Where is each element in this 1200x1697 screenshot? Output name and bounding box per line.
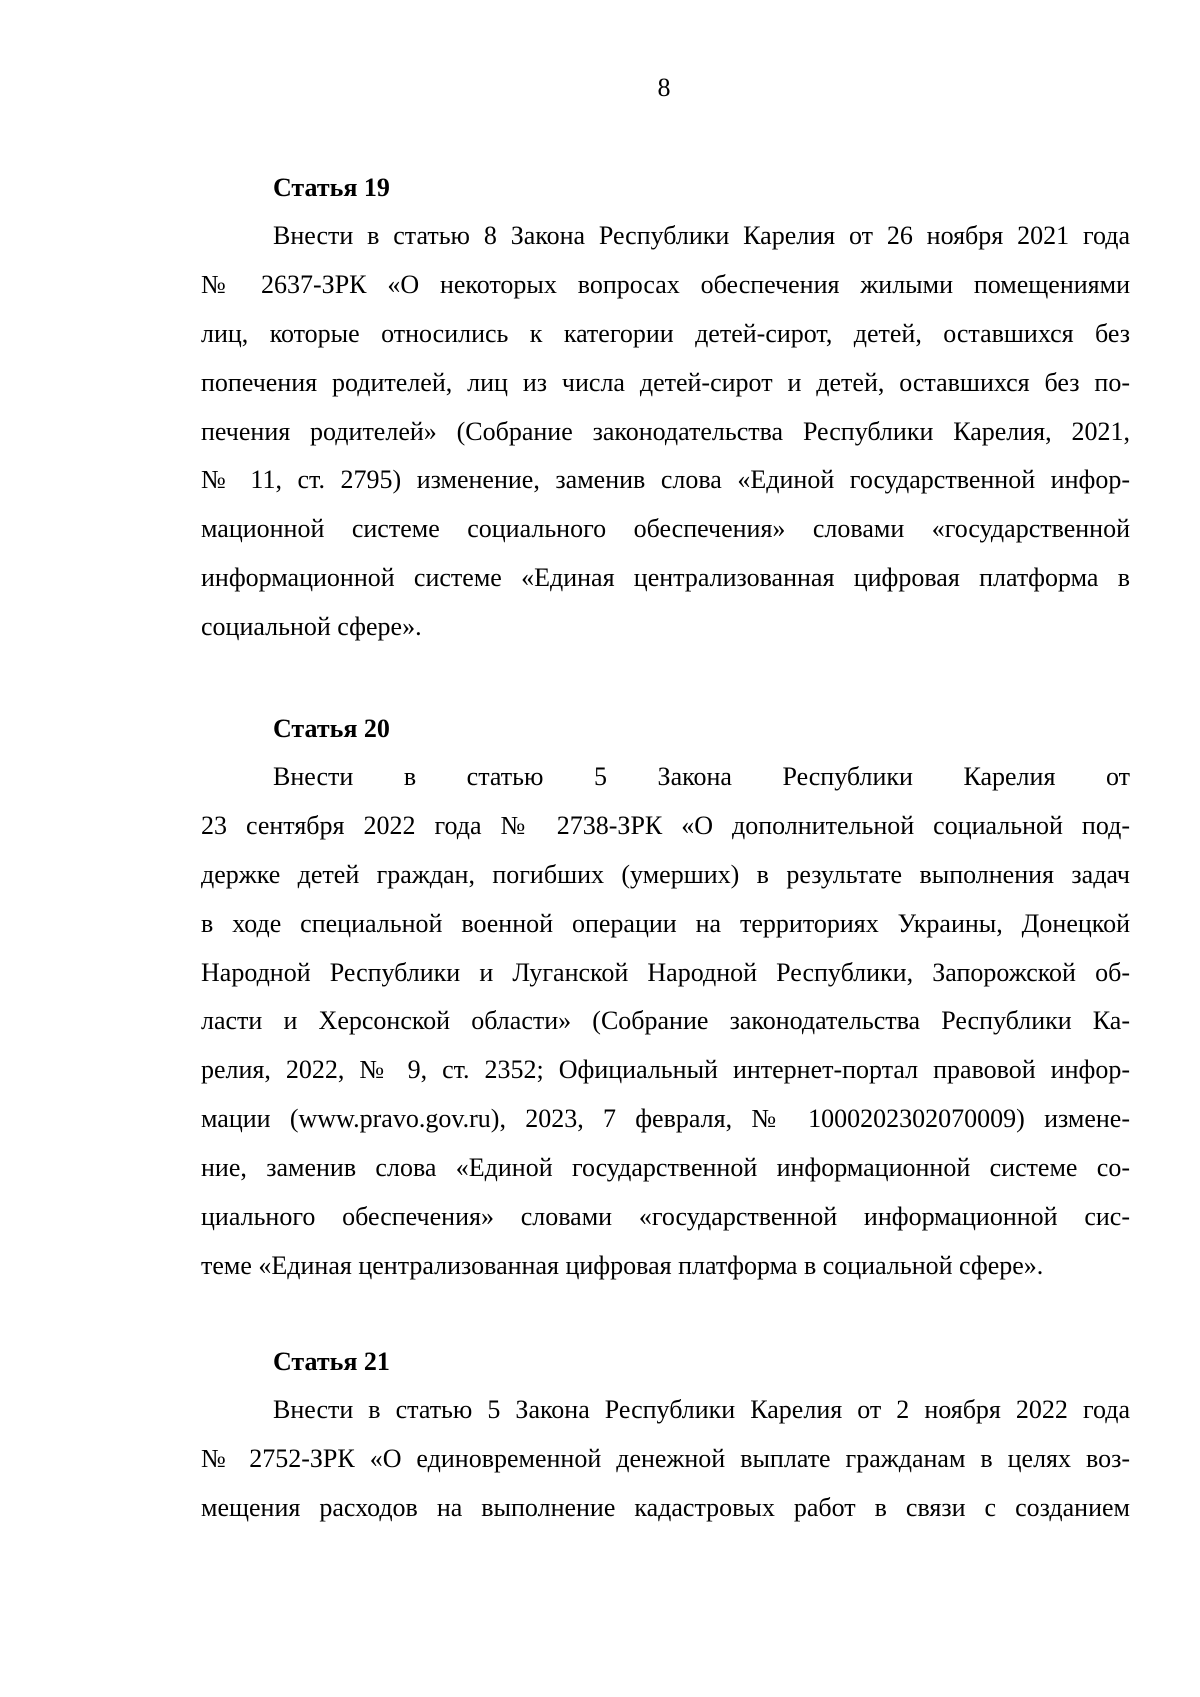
text-line: теме «Единая централизованная цифровая платформа в социальной сфере». (201, 1250, 1044, 1280)
text-line: лиц, которые относились к категории детей-сирот, детей, оставшихся без (201, 318, 1130, 348)
text-line: Народной Республики и Луганской Народной Республики, Запорожской об- (201, 957, 1130, 987)
article-body (201, 753, 1130, 1291)
article-body (201, 1386, 1130, 1533)
text-line: Внести в статью 8 Закона Республики Карелия от 26 ноября 2021 года (273, 221, 1130, 250)
article-heading: Статья 19 (273, 173, 390, 202)
text-line: печения родителей» (Собрание законодательства Республики Карелия, 2021, (201, 416, 1130, 446)
text-line: Внести в статью 5 Закона Республики Карелия от 2 ноября 2022 года (273, 1395, 1130, 1424)
text-line: № 2752-ЗРК «О единовременной денежной выплате гражданам в целях воз- (201, 1443, 1130, 1473)
text-line: циального обеспечения» словами «государственной информационной сис- (201, 1202, 1130, 1232)
text-line: релия, 2022, № 9, ст. 2352; Официальный интернет-портал правовой инфор- (201, 1055, 1130, 1085)
text-line: 23 сентября 2022 года № 2738-ЗРК «О дополнительной социальной под- (201, 810, 1130, 840)
text-line: социальной сфере». (201, 612, 422, 642)
text-line: держке детей граждан, погибших (умерших) в результате выполнения задач (201, 859, 1130, 889)
text-line: попечения родителей, лиц из числа детей-сирот и детей, оставшихся без по- (201, 367, 1130, 397)
article-heading: Статья 21 (273, 1347, 390, 1376)
text-line: мещения расходов на выполнение кадастровых работ в связи с созданием (201, 1492, 1130, 1522)
article-20 (201, 705, 1130, 1291)
text-line: Внести в статью 5 Закона Республики Карелия от (273, 762, 1130, 791)
text-line: № 11, ст. 2795) изменение, заменив слова «Единой государственной инфор- (201, 465, 1130, 495)
article-heading: Статья 20 (273, 714, 390, 743)
article-19 (201, 164, 1130, 652)
page-number: 8 (657, 73, 671, 102)
text-line: № 2637-ЗРК «О некоторых вопросах обеспечения жилыми помещениями (201, 269, 1130, 299)
article-21 (201, 1338, 1130, 1533)
text-line: в ходе специальной военной операции на территориях Украины, Донецкой (201, 908, 1130, 938)
article-body (201, 212, 1130, 652)
text-line: мационной системе социального обеспечения» словами «государственной (201, 514, 1130, 544)
text-line: мации (www.pravo.gov.ru), 2023, 7 февраля, № 1000202302070009) измене- (201, 1104, 1130, 1134)
text-line: информационной системе «Единая централизованная цифровая платформа в (201, 563, 1130, 593)
text-line: ласти и Херсонской области» (Собрание законодательства Республики Ка- (201, 1006, 1130, 1036)
text-line: ние, заменив слова «Единой государственной информационной системе со- (201, 1153, 1130, 1183)
